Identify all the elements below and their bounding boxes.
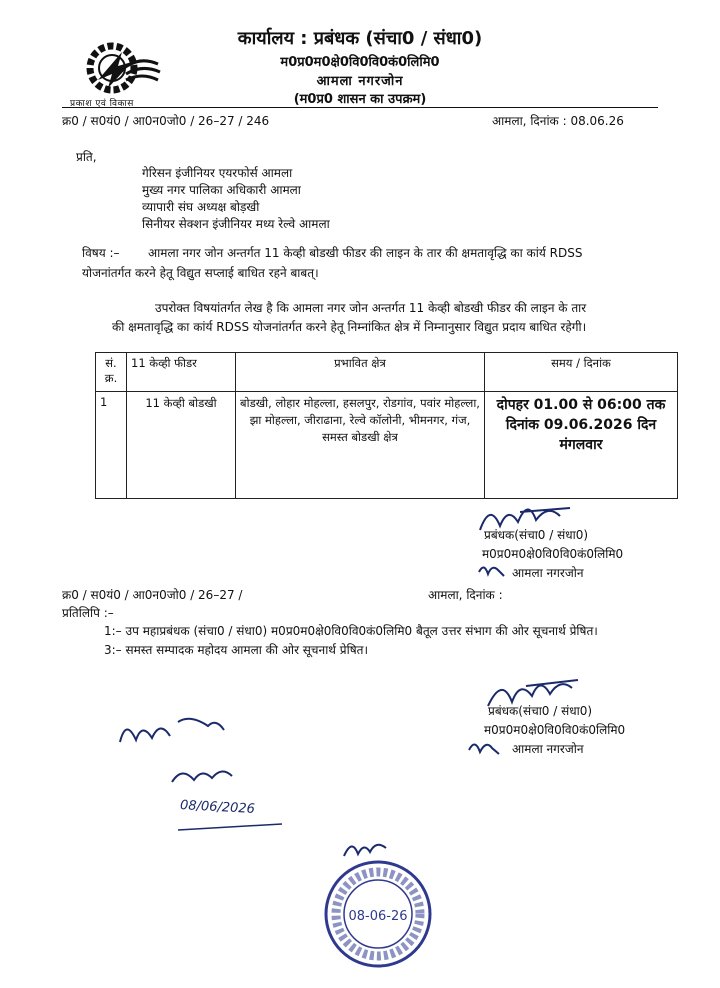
initials-scribble-icon <box>466 736 502 758</box>
subject-line: योजनांतर्गत करने हेतू विद्युत सप्लाई बाधित रहने बाबत्। <box>82 266 319 280</box>
logo-caption: प्रकाश एवं विकास <box>70 99 134 109</box>
office-title: कार्यालय : प्रबंधक (संचा0 / संधा0) <box>237 28 483 49</box>
reference-number: क्र0 / स0यं0 / आ0न0जो0 / 26–27 / 246 <box>62 114 270 128</box>
signatory-company: म0प्र0म0क्षे0वि0वि0कं0लिमि0 <box>484 723 626 737</box>
copy-item: 3:– समस्त सम्पादक महोदय आमला की ओर सूचनार्थ प्रेषित। <box>104 643 369 657</box>
signatory-company: म0प्र0म0क्षे0वि0वि0कं0लिमि0 <box>482 547 624 561</box>
signatory-zone: आमला नगरजोन <box>512 742 584 756</box>
column-header: समय / दिनांक <box>485 353 678 392</box>
initials-scribble-icon <box>476 560 506 580</box>
subject-label: विषय :– <box>82 246 120 260</box>
body-paragraph: की क्षमतावृद्धि का कांर्य RDSS योजनांतर्गत करने हेतू निम्नांकित क्षेत्र में निम्नानुसार विद्युत प्रदाय बाधित रहेगी। <box>112 320 587 334</box>
copy-reference-number: क्र0 / स0यं0 / आ0न0जो0 / 26–27 / <box>62 588 243 602</box>
copy-label: प्रतिलिपि :– <box>62 606 114 620</box>
reference-date: आमला, दिनांक : 08.06.26 <box>492 114 624 128</box>
govt-undertaking: (म0प्र0 शासन का उपक्रम) <box>293 92 427 107</box>
recipient-item: सिनीयर सेक्शन इंजीनियर मध्य रेल्वे आमला <box>142 217 330 231</box>
subject-line: आमला नगर जोन अन्तर्गत 11 केव्ही बोडखी फीडर की लाइन के तार की क्षमतावृद्धि का कांर्य RDSS <box>148 246 583 260</box>
signatory-zone: आमला नगरजोन <box>512 566 584 580</box>
copy-date: आमला, दिनांक : <box>428 588 503 602</box>
municipal-seal-icon <box>322 858 434 970</box>
header-divider <box>62 107 658 108</box>
cell-sno: 1 <box>96 392 127 499</box>
stamp-date: 08-06-26 <box>348 909 408 924</box>
zone-name: आमला नगरजोन <box>316 74 404 89</box>
column-header: 11 केव्ही फीडर <box>127 353 236 392</box>
shutdown-schedule-table <box>95 352 678 499</box>
table-header-row <box>96 353 678 392</box>
cell-time: दोपहर 01.00 से 06:00 तक दिनांक 09.06.2026 दिन मंगलवार <box>485 392 678 499</box>
company-name: म0प्र0म0क्षे0वि0वि0कं0लिमि0 <box>280 55 440 70</box>
recipient-item: मुख्य नगर पालिका अधिकारी आमला <box>142 183 301 197</box>
signatory-designation: प्रबंधक(संचा0 / संधा0) <box>488 704 593 718</box>
cell-feeder: 11 केव्ही बोडखी <box>127 392 236 499</box>
signatory-designation: प्रबंधक(संचा0 / संधा0) <box>484 528 589 542</box>
column-header: प्रभावित क्षेत्र <box>236 353 485 392</box>
column-header: सं. क्र. <box>96 353 127 392</box>
table-row <box>96 392 678 499</box>
recipient-item: गेरिसन इंजीनियर एयरफोर्स आमला <box>142 166 293 180</box>
body-paragraph: उपरोक्त विषयांतर्गत लेख है कि आमला नगर जोन अन्तर्गत 11 केव्ही बोडखी फीडर की लाइन के तार <box>155 301 587 315</box>
salutation: प्रति, <box>76 150 97 164</box>
copy-item: 1:– उप महाप्रबंधक (संचा0 / संधा0) म0प्र0म0क्षे0वि0वि0कं0लिमि0 बैतूल उत्तर संभाग की ओर सूचनार्थ प्रेषित। <box>104 624 598 638</box>
cell-area: बोडखी, लोहार मोहल्ला, हसलपुर, रोडगांव, पवांर मोहल्ला, झा मोहल्ला, जीराढाना, रेल्वे कॉलोनी, भीमनगर, गंज, समस्त बोडखी क्षेत्र <box>236 392 485 499</box>
recipient-item: व्यापारी संघ अध्यक्ष बोड़खी <box>142 200 260 214</box>
handwritten-date: 08/06/2026 <box>179 798 256 817</box>
